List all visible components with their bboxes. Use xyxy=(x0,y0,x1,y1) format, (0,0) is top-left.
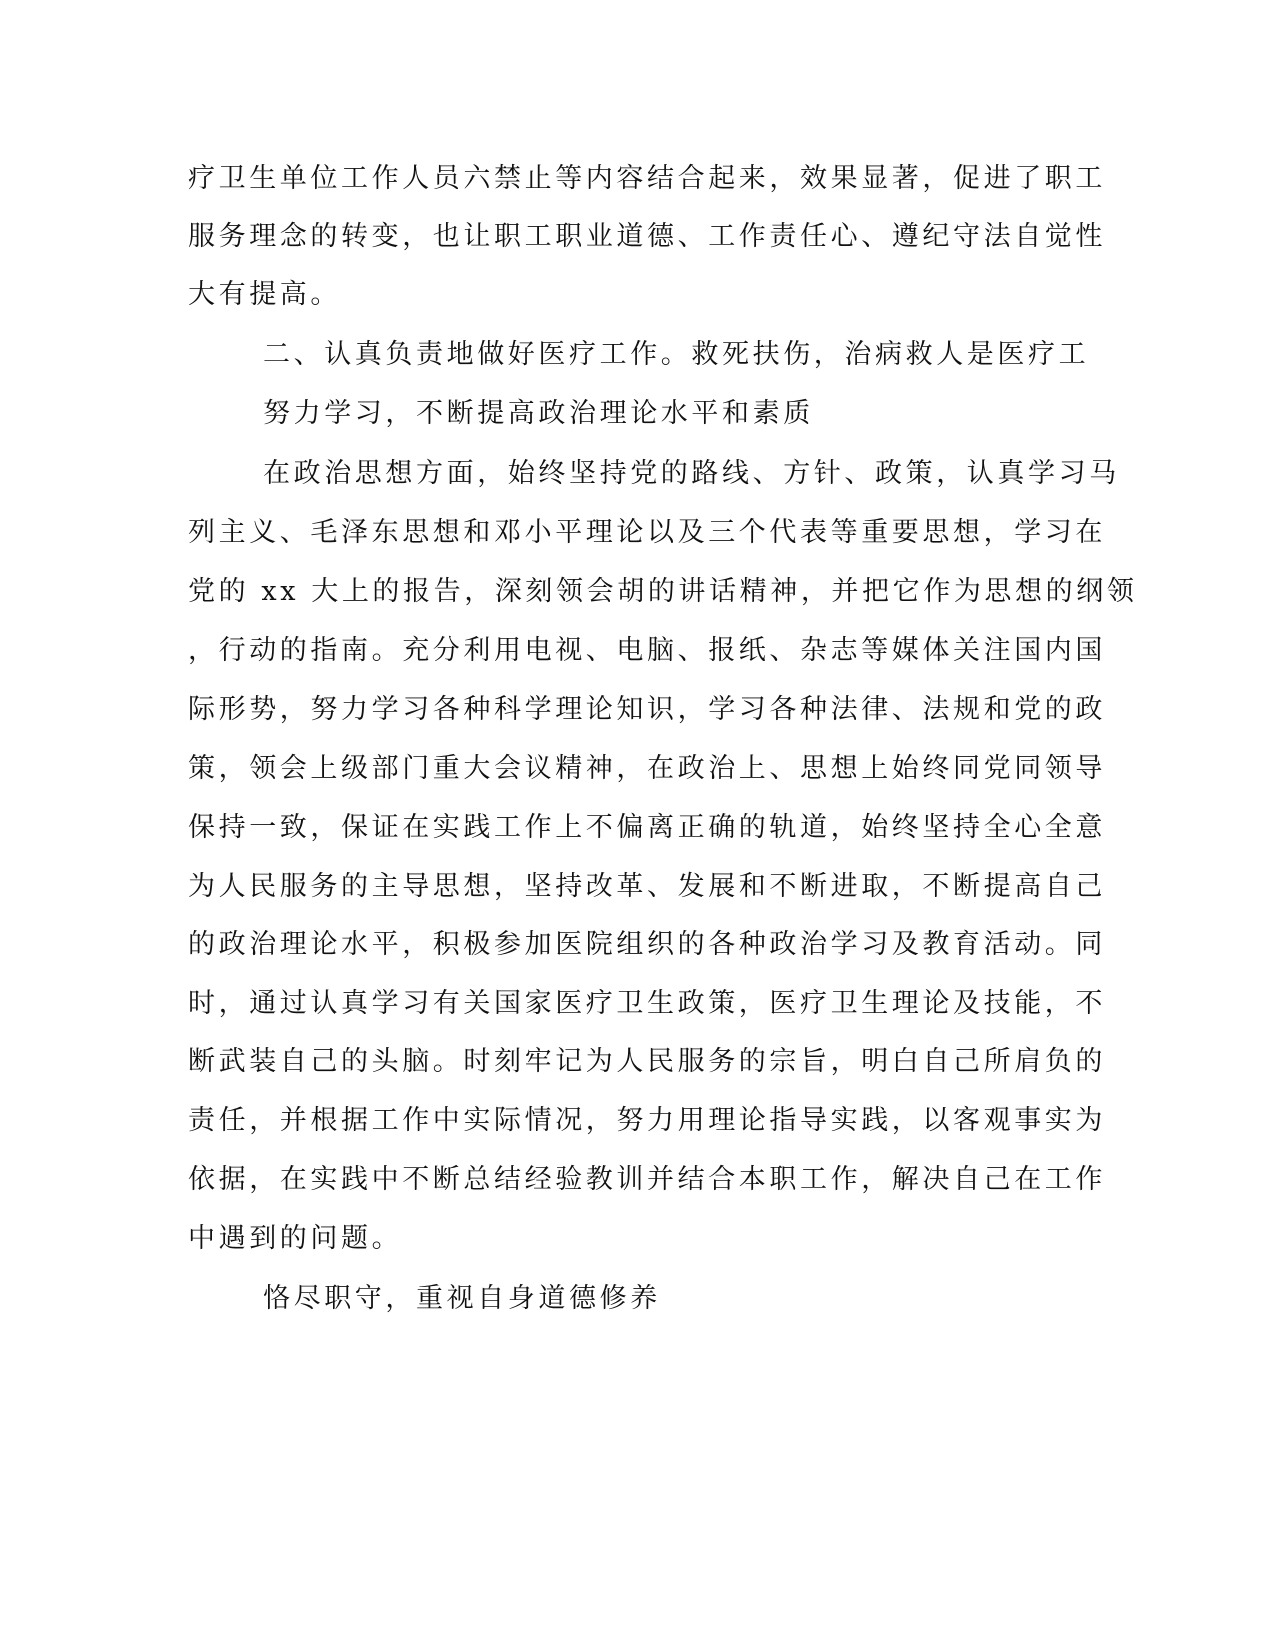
paragraph-line: 疗卫生单位工作人员六禁止等内容结合起来，效果显著，促进了职工 xyxy=(188,163,1106,194)
paragraph-line: 依据，在实践中不断总结经验教训并结合本职工作，解决自己在工作 xyxy=(188,1164,1106,1195)
paragraph-line: 列主义、毛泽东思想和邓小平理论以及三个代表等重要思想，学习在 xyxy=(188,517,1106,548)
paragraph-line: 时，通过认真学习有关国家医疗卫生政策，医疗卫生理论及技能，不 xyxy=(188,988,1106,1019)
paragraph-line: 党的 xx 大上的报告，深刻领会胡的讲话精神，并把它作为思想的纲领 xyxy=(188,576,1138,607)
section-heading: 努力学习，不断提高政治理论水平和素质 xyxy=(263,398,814,429)
paragraph-line: ，行动的指南。充分利用电视、电脑、报纸、杂志等媒体关注国内国 xyxy=(188,635,1106,666)
paragraph-line: 责任，并根据工作中实际情况，努力用理论指导实践，以客观事实为 xyxy=(188,1105,1106,1136)
paragraph-line: 际形势，努力学习各种科学理论知识，学习各种法律、法规和党的政 xyxy=(188,694,1106,725)
paragraph-line: 的政治理论水平，积极参加医院组织的各种政治学习及教育活动。同 xyxy=(188,929,1106,960)
paragraph-line: 中遇到的问题。 xyxy=(188,1223,403,1254)
paragraph-line: 保持一致，保证在实践工作上不偏离正确的轨道，始终坚持全心全意 xyxy=(188,812,1106,843)
section-heading: 恪尽职守，重视自身道德修养 xyxy=(263,1283,661,1314)
paragraph-line: 服务理念的转变，也让职工职业道德、工作责任心、遵纪守法自觉性 xyxy=(188,221,1106,252)
paragraph-line: 断武装自己的头脑。时刻牢记为人民服务的宗旨，明白自己所肩负的 xyxy=(188,1046,1106,1077)
paragraph-line: 在政治思想方面，始终坚持党的路线、方针、政策，认真学习马 xyxy=(263,458,1120,489)
section-heading: 二、认真负责地做好医疗工作。救死扶伤，治病救人是医疗工 xyxy=(263,339,1090,370)
paragraph-line: 大有提高。 xyxy=(188,279,341,310)
paragraph-line: 为人民服务的主导思想，坚持改革、发展和不断进取，不断提高自己 xyxy=(188,871,1106,902)
paragraph-line: 策，领会上级部门重大会议精神，在政治上、思想上始终同党同领导 xyxy=(188,753,1106,784)
